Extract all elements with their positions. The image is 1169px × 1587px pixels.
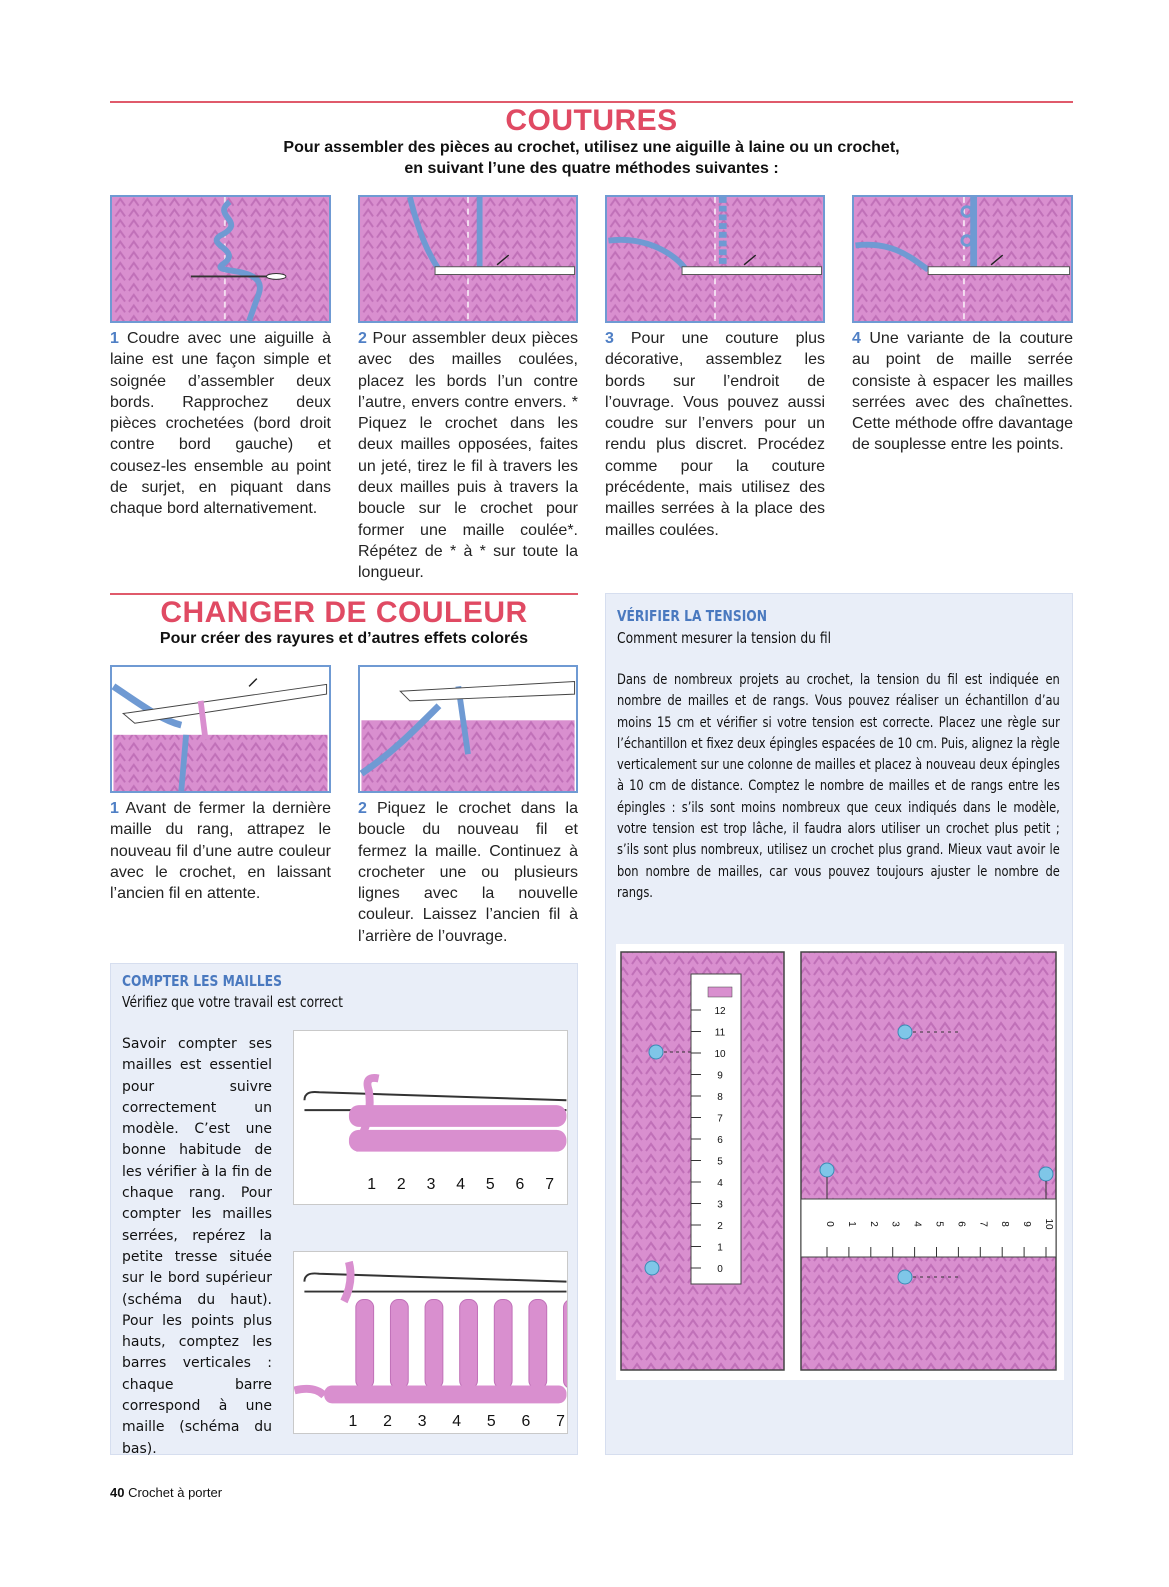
count-diagram-bottom bbox=[293, 1251, 568, 1434]
ruler-label: 7 bbox=[977, 1221, 989, 1227]
ruler-label: 10 bbox=[714, 1049, 726, 1060]
stitch-count-number: 3 bbox=[417, 1413, 427, 1431]
stitch-bar bbox=[390, 1299, 408, 1388]
ruler-label: 6 bbox=[717, 1135, 723, 1146]
compter-title: COMPTER LES MAILLES bbox=[122, 972, 282, 990]
tension-diagram bbox=[616, 944, 1064, 1380]
step-number: 2 bbox=[358, 800, 367, 817]
changer-top-rule bbox=[110, 593, 578, 595]
stitch-count-number: 7 bbox=[556, 1413, 565, 1431]
color-step-2 bbox=[358, 798, 578, 947]
couture-illustration-4 bbox=[852, 195, 1073, 323]
tension-text: Dans de nombreux projets au crochet, la tension du fil est indiquée en nombre de mailles et de rangs. Vous pouvez réaliser un échantillon d’au moins 15 cm et vérifier si votre tension est correcte. Placez une règle sur l’échantillon et fixez deux épingles espacées de 10 cm. Puis, alignez la règle verticalement sur une colonne de mailles et placez à nouveau deux épingles à 10 cm de distance. Comptez le nombre de mailles et de rangs entre les épingles : s’ils sont moins nombreux que ceux indiqués dans le modèle, votre tension est trop lâche, il faudra alors utiliser un crochet plus petit ; s’ils sont plus nombreux, utilisez un crochet plus grand. Mieux vaut avoir le bon nombre de mailles, car vous pouvez toujours ajuster le nombre de rangs. bbox=[617, 672, 1060, 901]
compter-text: Savoir compter ses mailles est essentiel pour suivre correctement un modèle. C’est une bonne habitude de les vérifier à la fin de chaque rang. Pour compter les mailles serrées, repérez la petite tresse située sur le bord supérieur (schéma du haut). Pour les points plus hauts, comptez les barres verticales : chaque barre correspond à une maille (schéma du bas). bbox=[122, 1036, 272, 1457]
ruler-label: 3 bbox=[717, 1199, 723, 1211]
color-step-1 bbox=[110, 798, 331, 904]
color-change-illustration-2 bbox=[358, 665, 578, 793]
ruler-label: 5 bbox=[717, 1156, 723, 1168]
stitch-bar bbox=[564, 1299, 567, 1388]
page-footer bbox=[110, 1485, 222, 1500]
changer-title: CHANGER DE COULEUR bbox=[160, 596, 528, 629]
count-diagram-top bbox=[293, 1030, 568, 1205]
ruler-label: 0 bbox=[717, 1264, 723, 1275]
ruler-label: 12 bbox=[714, 1006, 726, 1017]
ruler-label: 4 bbox=[911, 1221, 923, 1227]
stitch-count-number: 1 bbox=[367, 1176, 377, 1194]
couture-step-2 bbox=[358, 328, 578, 584]
tension-panel bbox=[605, 593, 1073, 1455]
ruler-label: 2 bbox=[867, 1221, 879, 1227]
couture-illustration-3 bbox=[605, 195, 825, 323]
stitch-count-number: 4 bbox=[452, 1413, 462, 1431]
stitch-count-number: 4 bbox=[456, 1176, 466, 1194]
couture-illustration-1 bbox=[110, 195, 331, 323]
ruler-label: 1 bbox=[717, 1242, 723, 1254]
step-text: Piquez le crochet dans la boucle du nouveau fil et fermez la maille. Continuez à crocheter une ou plusieurs lignes avec la nouvelle couleur. Laissez l’ancien fil à l’arrière de l’ouvrage. bbox=[358, 800, 578, 945]
ruler-label: 3 bbox=[889, 1221, 901, 1227]
ruler-label: 8 bbox=[717, 1092, 723, 1103]
step-text: Coudre avec une aiguille à laine est une façon simple et soignée d’assembler deux bords. Rapprochez deux pièces crochetées (bord droit contre bord gauche) et cousez-les ensemble au point de surjet, en piquant dans chaque bord alternativement. bbox=[110, 330, 331, 518]
compter-panel bbox=[110, 963, 578, 1455]
step-text: Avant de fermer la dernière maille du rang, attrapez le nouveau fil d’une autre couleur avec le crochet, en laissant l’ancien fil en attente. bbox=[110, 800, 332, 903]
step-text: Pour une couture plus décorative, assemblez les bords sur l’endroit de l’ouvrage. Vous pouvez aussi coudre sur l’envers pour un rendu plus discret. Procédez comme pour la couture précédente, mais utilisez des mailles serrées à la place des mailles coulées. bbox=[605, 330, 825, 539]
page-number: 40 bbox=[110, 1485, 125, 1500]
ruler-label: 4 bbox=[717, 1178, 723, 1189]
ruler-label: 0 bbox=[824, 1221, 835, 1227]
ruler-label: 11 bbox=[714, 1027, 726, 1039]
stitch-count-number: 5 bbox=[485, 1176, 495, 1194]
stitch-count-number: 1 bbox=[348, 1413, 358, 1431]
step-number: 2 bbox=[358, 330, 367, 347]
coutures-subtitle-1: Pour assembler des pièces au crochet, utilisez une aiguille à laine ou un crochet, bbox=[283, 139, 900, 156]
coutures-top-rule bbox=[110, 101, 1073, 103]
step-number: 4 bbox=[852, 330, 861, 347]
step-number: 1 bbox=[110, 800, 119, 817]
couture-step-3 bbox=[605, 328, 825, 541]
stitch-count-number: 6 bbox=[521, 1413, 531, 1431]
coutures-title: COUTURES bbox=[505, 104, 678, 137]
stitch-count-number: 7 bbox=[545, 1176, 555, 1194]
stitch-count-number: 5 bbox=[486, 1413, 496, 1431]
changer-subtitle: Pour créer des rayures et d’autres effets colorés bbox=[159, 630, 529, 647]
couture-step-1 bbox=[110, 328, 331, 520]
ruler-label: 9 bbox=[1021, 1221, 1033, 1227]
step-number: 1 bbox=[110, 330, 119, 347]
compter-subtitle: Vérifiez que votre travail est correct bbox=[122, 993, 343, 1011]
couture-illustration-2 bbox=[358, 195, 578, 323]
color-change-illustration-1 bbox=[110, 665, 331, 793]
ruler-label: 6 bbox=[955, 1221, 967, 1227]
stitch-bar bbox=[494, 1299, 512, 1388]
ruler-label: 9 bbox=[717, 1070, 723, 1082]
ruler-label: 1 bbox=[845, 1221, 857, 1227]
coutures-subtitle-2: en suivant l’une des quatre méthodes suivantes : bbox=[404, 160, 779, 177]
step-text: Pour assembler deux pièces avec des mailles coulées, placez les bords l’un contre l’autre, envers contre envers. * Piquez le crochet dans les deux mailles opposées, faites un jeté, tirez le fil à travers les deux mailles puis à travers la boucle sur le crochet pour former une maille coulée*. Répétez de * à * sur toute la longueur. bbox=[358, 330, 578, 582]
stitch-count-number: 2 bbox=[396, 1176, 406, 1194]
magazine-name: Crochet à porter bbox=[128, 1485, 223, 1500]
stitch-count-number: 6 bbox=[515, 1176, 525, 1194]
ruler-label: 10 bbox=[1043, 1218, 1054, 1230]
stitch-bar bbox=[356, 1299, 374, 1388]
ruler-label: 8 bbox=[999, 1221, 1011, 1227]
tension-subtitle: Comment mesurer la tension du fil bbox=[617, 629, 832, 647]
ruler-label: 5 bbox=[933, 1221, 945, 1227]
ruler-label: 2 bbox=[717, 1221, 723, 1232]
step-number: 3 bbox=[605, 330, 614, 347]
stitch-bar bbox=[460, 1299, 478, 1388]
tension-title: VÉRIFIER LA TENSION bbox=[617, 607, 768, 625]
couture-step-4 bbox=[852, 328, 1073, 456]
stitch-count-number: 3 bbox=[426, 1176, 436, 1194]
stitch-bar bbox=[529, 1299, 547, 1388]
ruler-label: 7 bbox=[717, 1113, 723, 1125]
step-text: Une variante de la couture au point de maille serrée consiste à espacer les mailles serrées avec des chaînettes. Cette méthode offre davantage de souplesse entre les points. bbox=[852, 330, 1074, 454]
stitch-bar bbox=[425, 1299, 443, 1388]
stitch-count-number: 2 bbox=[383, 1413, 392, 1431]
